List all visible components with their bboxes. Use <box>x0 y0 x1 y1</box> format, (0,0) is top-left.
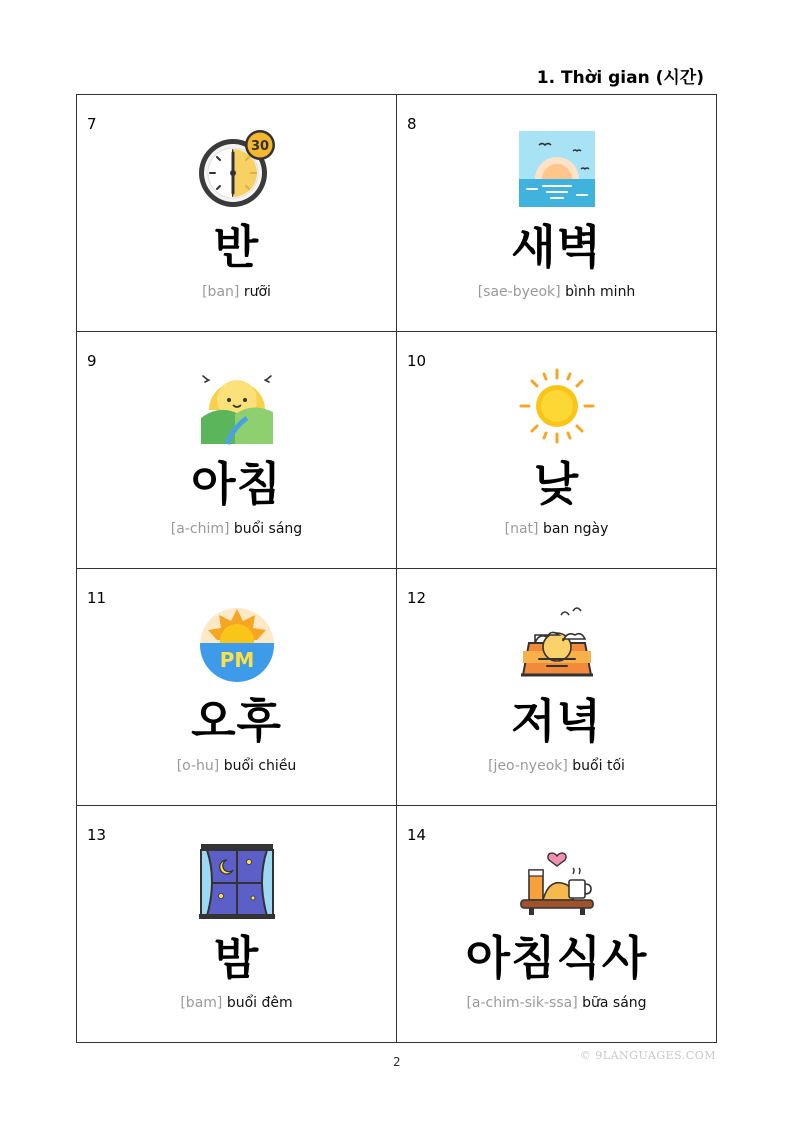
card-number: 9 <box>87 352 97 370</box>
section-heading: 1. Thời gian (시간) <box>536 68 704 88</box>
copyright-credit: © 9LANGUAGES.COM <box>579 1049 716 1062</box>
vietnamese-meaning: rưỡi <box>243 284 271 300</box>
korean-word: 낮 <box>533 457 580 511</box>
vocab-card <box>77 95 397 332</box>
romanization: [nat] <box>504 521 539 537</box>
vietnamese-meaning: buổi chiều <box>223 758 297 774</box>
sunrise-sea-icon <box>517 129 597 209</box>
korean-word: 밤 <box>213 931 260 985</box>
card-number: 12 <box>407 589 427 607</box>
svg-text:PM: PM <box>219 648 254 672</box>
romanization: [bam] <box>180 995 223 1011</box>
vietnamese-meaning: buổi tối <box>572 758 625 774</box>
word-gloss <box>77 758 396 774</box>
vietnamese-meaning: ban ngày <box>542 521 609 537</box>
romanization: [sae-byeok] <box>477 284 561 300</box>
vocab-card <box>77 569 397 806</box>
romanization: [a-chim] <box>170 521 230 537</box>
card-number: 8 <box>407 115 417 133</box>
vocab-card <box>397 95 717 332</box>
clock-half-hour-icon <box>197 129 277 209</box>
romanization: [ban] <box>202 284 240 300</box>
card-number: 14 <box>407 826 427 844</box>
romanization: [o-hu] <box>176 758 220 774</box>
word-gloss <box>397 521 716 537</box>
sun-icon <box>517 366 597 446</box>
card-number: 11 <box>87 589 107 607</box>
vocab-card <box>397 332 717 569</box>
night-window-icon <box>197 840 277 920</box>
morning-sun-hills-icon <box>197 366 277 446</box>
card-number: 7 <box>87 115 97 133</box>
svg-text:30: 30 <box>250 139 269 154</box>
sunset-icon <box>517 603 597 683</box>
romanization: [a-chim-sik-ssa] <box>466 995 578 1011</box>
page-number: 2 <box>393 1055 401 1069</box>
word-gloss <box>397 995 716 1011</box>
vocab-card <box>397 569 717 806</box>
vietnamese-meaning: bình minh <box>565 284 636 300</box>
vocabulary-grid <box>76 94 717 1043</box>
vietnamese-meaning: buổi sáng <box>233 521 303 537</box>
word-gloss <box>77 521 396 537</box>
korean-word: 새벽 <box>511 220 602 274</box>
korean-word: 오후 <box>191 694 282 748</box>
korean-word: 아침 <box>191 457 282 511</box>
vocab-card <box>77 332 397 569</box>
vietnamese-meaning: bữa sáng <box>582 995 647 1011</box>
card-number: 10 <box>407 352 427 370</box>
word-gloss <box>397 284 716 300</box>
korean-word: 저녁 <box>511 694 602 748</box>
breakfast-tray-icon <box>517 840 597 920</box>
korean-word: 아침식사 <box>465 931 648 985</box>
word-gloss <box>77 284 396 300</box>
card-number: 13 <box>87 826 107 844</box>
word-gloss <box>397 758 716 774</box>
vocab-card <box>77 806 397 1043</box>
vietnamese-meaning: buổi đêm <box>226 995 293 1011</box>
word-gloss <box>77 995 396 1011</box>
pm-sun-icon <box>197 603 277 683</box>
vocab-card <box>397 806 717 1043</box>
korean-word: 반 <box>213 220 260 274</box>
romanization: [jeo-nyeok] <box>488 758 568 774</box>
